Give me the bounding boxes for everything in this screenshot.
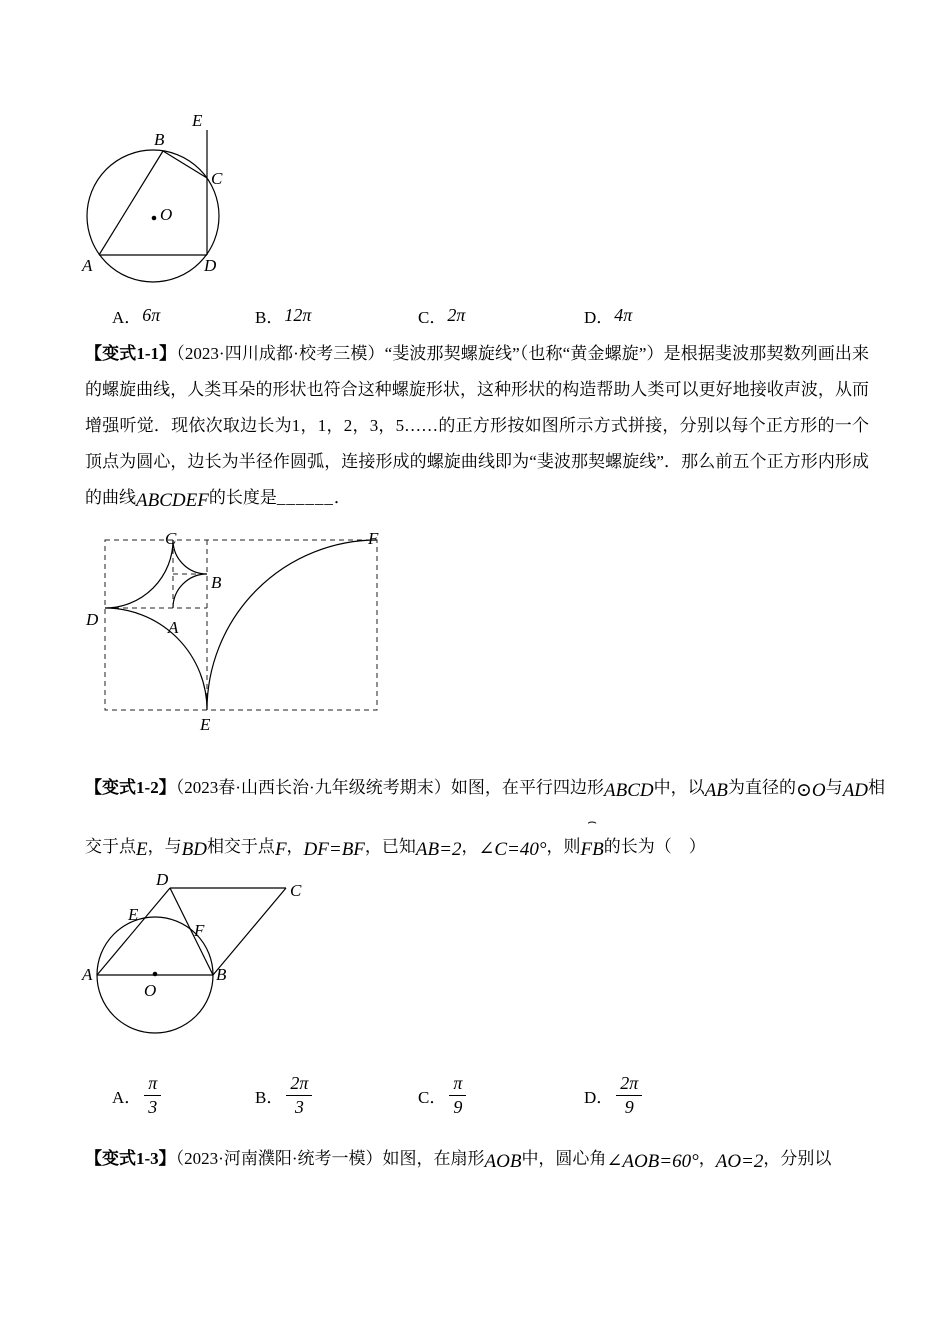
figure-circle-quadrilateral [80,108,255,300]
option-value: 12π [284,305,312,325]
numerator: 2π [286,1072,312,1096]
denominator: 3 [294,1096,304,1117]
math-ab: AB [704,780,728,801]
point-label-d: D [156,870,169,889]
chord-bc [163,151,207,178]
option-c [418,303,465,328]
option-value: 2π [447,305,466,325]
arc-over-icon: ⌢ [587,812,598,830]
problem-text: 相交于点 [206,837,275,856]
problem-text: ，已知 [364,837,416,856]
point-label-a: A [168,618,179,637]
arc-fb-text: FB [580,839,604,860]
option-b [255,1072,312,1118]
option-b [255,303,311,328]
center-dot [153,972,158,977]
point-label-b: B [211,573,222,592]
fraction [449,1072,466,1118]
option-d [584,1072,642,1118]
problem-1-2 [85,760,885,878]
option-label: A． [112,1087,142,1107]
problem-text: ． [333,488,351,507]
point-label-o: O [160,205,173,224]
problem-tag: 【变式1-2】 [85,778,176,797]
math-abcdef: ABCDEF [136,490,209,511]
problem-tag: 【变式1-1】 [85,344,177,363]
option-label: C． [418,308,447,327]
side-cb [213,888,286,975]
math-ao-eq-2: AO=2 [715,1151,764,1172]
spiral-curve [105,540,377,710]
option-d [584,303,632,328]
option-value: 6π [142,305,161,325]
point-label-o: O [144,981,157,1000]
math-e: E [136,839,148,860]
option-label: D． [584,308,614,327]
math-ad: AD [842,780,869,801]
center-dot [152,216,157,221]
fraction [286,1072,312,1118]
problem-text: （2023春·山西长治·九年级统考期末）如图，在平行四边形 [175,778,604,797]
option-value: 4π [614,305,633,325]
option-a [112,1072,161,1118]
problem-text: ， [698,1149,716,1168]
numerator: π [449,1072,466,1096]
outer-dashed-rect [105,540,377,710]
problem-text: （2023·河南濮阳·统考一模）如图，在扇形 [175,1149,485,1168]
point-label-e: E [128,905,139,924]
problem-text: ，与 [147,837,182,856]
point-label-b: B [216,965,227,984]
point-label-a: A [82,256,93,275]
problem-tag: 【变式1-3】 [85,1149,176,1168]
math-df-eq-bf: DF=BF [303,839,365,860]
option-a [112,303,160,328]
fraction [144,1072,161,1118]
fraction [616,1072,642,1118]
option-label: A． [112,308,142,327]
problem-1-1 [85,336,869,519]
problem-text: 为直径的 [727,778,796,797]
problem-text: ， [461,837,479,856]
denominator: 9 [624,1096,634,1117]
figure-fibonacci-spiral [80,530,400,742]
diagonal-db [170,888,213,975]
option-label: B． [255,308,284,327]
point-label-e: E [200,715,211,734]
side-ad [97,888,170,975]
figure-parallelogram-circle [80,872,330,1050]
problem-text: ，分别以 [763,1149,832,1168]
point-label-f: F [194,921,205,940]
point-label-d: D [204,256,217,275]
math-circle-o: ⊙O [796,780,826,801]
point-label-d: D [86,610,99,629]
numerator: 2π [616,1072,642,1096]
problem-text: 中，以 [653,778,705,797]
math-angle-aob: ∠AOB=60° [606,1151,699,1172]
option-label: C． [418,1087,447,1107]
problem-text: ，则 [546,837,581,856]
math-arc-fb [580,812,604,878]
problem-text: ， [286,837,304,856]
point-label-c: C [211,169,223,188]
answer-blank: ______ [276,488,334,507]
problem-text: 中，圆心角 [521,1149,607,1168]
problem-1-3 [85,1138,885,1183]
point-label-c: C [290,881,302,900]
point-label-e: E [192,111,203,130]
problem-text: 与 [825,778,843,797]
math-ab-eq-2: AB=2 [415,839,462,860]
option-label: D． [584,1087,614,1107]
numerator: π [144,1072,161,1096]
math-f: F [274,839,287,860]
denominator: 9 [453,1096,463,1117]
option-label: B． [255,1087,284,1107]
math-aob: AOB [484,1151,522,1172]
denominator: 3 [148,1096,158,1117]
problem-text: 的长为（ ） [603,837,706,856]
point-label-c: C [165,529,177,548]
point-label-f: F [368,529,379,548]
point-label-b: B [154,130,165,149]
problem-text: （2023·四川成都·校考三模）“斐波那契螺旋线”（也称“黄金螺旋”）是根据斐波那契数列画出来的螺旋曲线，人类耳朵的形状也符合这种螺旋形状，这种形状的构造帮助人类可以更好地接收声波，从而增强听觉．现依次取边长为1，1，2，3，5……的正方形按如图所示方式拼接，分别以每个正方形的一个顶点为圆心，边长为半径作圆弧，连接形成的螺旋曲线即为“斐波那契螺旋线”．那么前五个正方形内形成的曲线 [85,344,869,507]
problem-text: 的长度是 [208,488,277,507]
point-label-a: A [82,965,93,984]
math-angle-c: ∠C=40° [478,839,547,860]
problem-text: 相交于点 [85,778,886,856]
option-c [418,1072,466,1118]
math-bd: BD [181,839,207,860]
math-parallelogram-abcd: ABCD [604,780,654,801]
